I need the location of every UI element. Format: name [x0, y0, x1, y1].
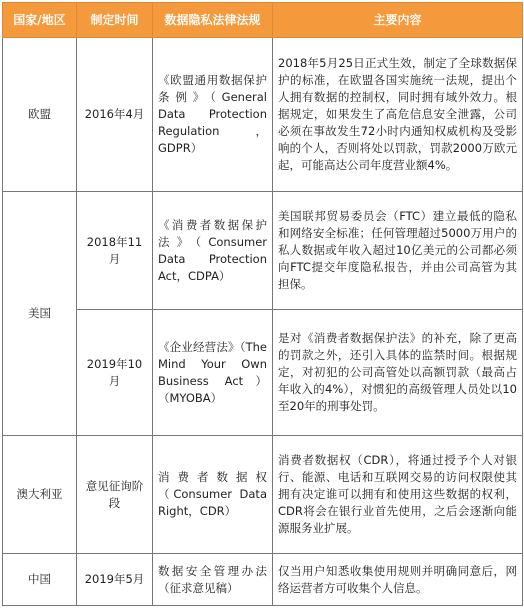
- header-content: 主要内容: [273, 3, 523, 38]
- table-row: [3, 38, 523, 192]
- time-cell: 2016年4月: [77, 38, 153, 192]
- law-cell: 《欧盟通用数据保护条例》（General Data Protection Regulation，GDPR）: [153, 38, 273, 192]
- table-row: [3, 310, 523, 436]
- time-cell: 2019年10月: [77, 310, 153, 436]
- header-law: 数据隐私法律法规: [153, 3, 273, 38]
- data-privacy-laws-table: [2, 2, 523, 606]
- country-cell: 中国: [3, 554, 77, 606]
- content-cell: 2018年5月25日正式生效，制定了全球数据保护的标准，在欧盟各国实施统一法规，提出个人拥有数据的控制权，同时拥有域外效力。根据规定，如果发生了高危信息安全泄露，公司必须在事故发生72小时内通知权威机构及受影响的个人，否则将处以罚款，罚款2000万欧元起，可能高达公司年度营业额4%。: [273, 38, 523, 192]
- content-cell: 是对《消费者数据保护法》的补充，除了更高的罚款之外，还引入具体的监禁时间。根据规定，对初犯的公司高管处以高额罚款（最高占年收入的4%），对惯犯的高级管理人员处以10至20年的刑事处罚。: [273, 310, 523, 436]
- content-cell: 美国联邦贸易委员会（FTC）建立最低的隐私和网络安全标准；任何管理超过5000万用户的私人数据或年收入超过10亿美元的公司都必须向FTC提交年度隐私报告，并由公司高管为其担保。: [273, 192, 523, 310]
- header-time: 制定时间: [77, 3, 153, 38]
- table-row: [3, 554, 523, 606]
- table-row: [3, 192, 523, 310]
- time-cell: 2019年5月: [77, 554, 153, 606]
- law-cell: 数据安全管理办法（征求意见稿）: [153, 554, 273, 606]
- table-header-row: [3, 3, 523, 38]
- time-cell: 意见征询阶段: [77, 436, 153, 554]
- content-cell: 消费者数据权（CDR），将通过授予个人对银行、能源、电话和互联网交易的访问权限使其拥有决定谁可以拥有和使用这些数据的权利，CDR将会在银行业首先使用，之后会逐渐向能源服务业扩展。: [273, 436, 523, 554]
- table-row: [3, 436, 523, 554]
- law-cell: 消费者数据权（Consumer Data Right，CDR）: [153, 436, 273, 554]
- law-cell: 《消费者数据保护法》（Consumer Data Protection Act，CDPA）: [153, 192, 273, 310]
- country-cell: 澳大利亚: [3, 436, 77, 554]
- law-cell: 《企业经营法》（The Mind Your Own Business Act）（MYOBA）: [153, 310, 273, 436]
- content-cell: 仅当用户知悉收集使用规则并明确同意后，网络运营者方可收集个人信息。: [273, 554, 523, 606]
- time-cell: 2018年11月: [77, 192, 153, 310]
- country-cell: 美国: [3, 192, 77, 436]
- header-country: 国家/地区: [3, 3, 77, 38]
- country-cell: 欧盟: [3, 38, 77, 192]
